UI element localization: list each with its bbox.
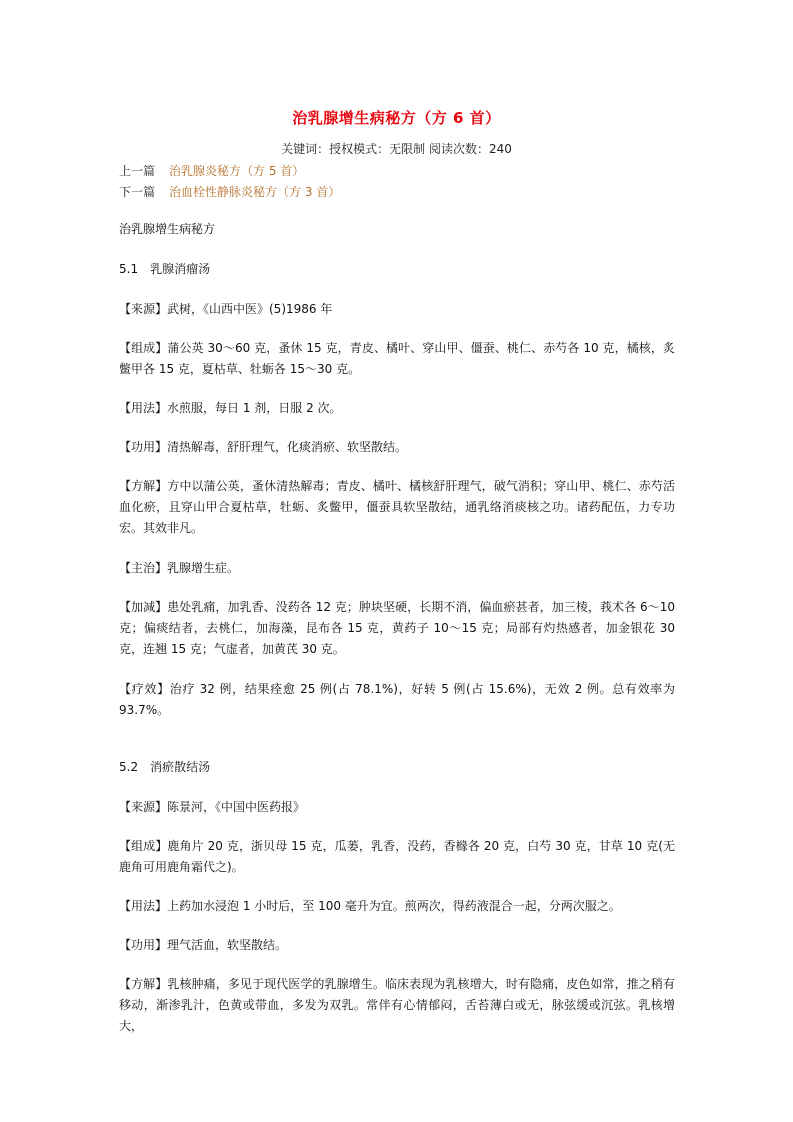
section-1-source: 【来源】武树，《山西中医》(5)1986 年 <box>119 302 333 316</box>
prev-label: 上一篇 <box>119 164 156 178</box>
section-2-composition: 【组成】鹿角片 20 克，浙贝母 15 克，瓜蒌，乳香，没药，香橼各 20 克，白芍 30 克，甘草 10 克(无鹿角可用鹿角霜代之)。 <box>119 839 675 874</box>
section-1-usage: 【用法】水煎服，每日 1 剂，日服 2 次。 <box>119 401 342 415</box>
section-1-result: 【疗效】治疗 32 例，结果痊愈 25 例(占 78.1%)，好转 5 例(占 15.6%)，无效 2 例。总有效率为 93.7%。 <box>119 682 675 717</box>
prev-article-nav <box>119 162 304 179</box>
section-2-usage: 【用法】上药加水浸泡 1 小时后，至 100 毫升为宜。煎两次，得药液混合一起，分两次服之。 <box>119 899 621 913</box>
section-2-analysis: 【方解】乳核肿痛，多见于现代医学的乳腺增生。临床表现为乳核增大，时有隐痛，皮色如常，推之稍有移动，渐渗乳汁，色黄或带血，多发为双乳。常伴有心情郁闷，舌苔薄白或无，脉弦缓或沉弦。乳核增大， <box>119 977 675 1033</box>
section-2-effect: 【功用】理气活血，软坚散结。 <box>119 938 288 952</box>
section-2-title: 5.2 消瘀散结汤 <box>119 760 211 774</box>
article-meta: 关键词：授权模式：无限制 阅读次数：240 <box>281 142 512 156</box>
section-1-composition: 【组成】蒲公英 30～60 克，蚤休 15 克，青皮、橘叶、穿山甲、僵蚕、桃仁、赤芍各 10 克，橘核，炙鳖甲各 15 克，夏枯草、牡蛎各 15～30 克。 <box>119 341 675 376</box>
section-1-effect: 【功用】清热解毒，舒肝理气，化痰消瘀、软坚散结。 <box>119 440 408 454</box>
next-label: 下一篇 <box>119 185 156 199</box>
content-heading: 治乳腺增生病秘方 <box>119 222 216 236</box>
section-1-title: 5.1 乳腺消瘤汤 <box>119 262 211 276</box>
section-1-indication: 【主治】乳腺增生症。 <box>119 561 240 575</box>
article-title: 治乳腺增生病秘方（方 6 首） <box>292 109 501 127</box>
section-1-modification: 【加减】患处乳痛，加乳香、没药各 12 克；肿块坚硬，长期不消，偏血瘀甚者，加三棱，莪术各 6～10 克；偏痰结者，去桃仁，加海藻，昆布各 15 克，黄药子 10～15 克；局部有灼热感者，加金银花 30 克，连翘 15 克；气虚者，加黄芪 30 克。 <box>119 600 675 656</box>
prev-article-link[interactable]: 治乳腺炎秘方（方 5 首） <box>169 164 305 178</box>
section-2-source: 【来源】陈景河，《中国中医药报》 <box>119 800 306 814</box>
section-1-analysis: 【方解】方中以蒲公英，蚤休清热解毒；青皮、橘叶、橘核舒肝理气，破气消积；穿山甲、桃仁、赤芍活血化瘀，且穿山甲合夏枯草，牡蛎、炙鳖甲，僵蚕具软坚散结，通乳络消痰核之功。诸药配伍，力专功宏。其效非凡。 <box>119 479 675 535</box>
next-article-link[interactable]: 治血栓性静脉炎秘方（方 3 首） <box>169 185 341 199</box>
next-article-nav <box>119 183 340 200</box>
